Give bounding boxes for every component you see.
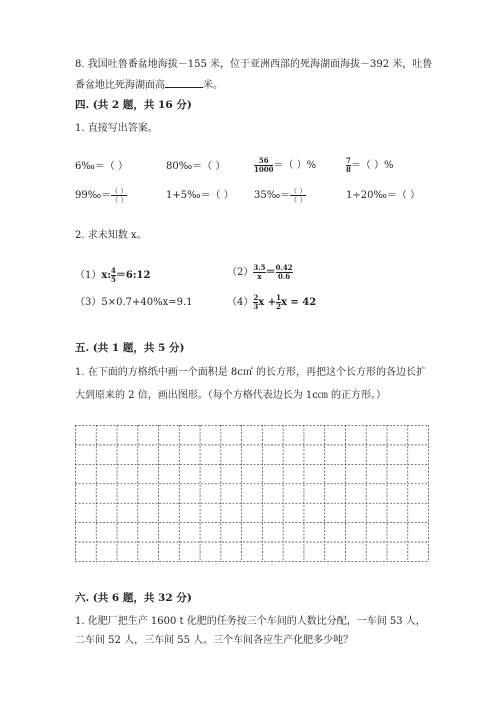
denominator: 3	[253, 302, 259, 311]
numerator: （ ）	[290, 187, 307, 195]
s5-line2: 大到原来的 2 倍，画出图形。（每个方格代表边长为 1c㎝ 的正方形。）	[75, 390, 387, 401]
numerator: 7	[346, 156, 351, 165]
numerator: 56	[258, 156, 269, 165]
q8-line2-unit: 米。	[203, 80, 223, 91]
s4-q1-item-4	[346, 157, 394, 174]
denominator: x	[257, 272, 262, 281]
denominator: （ ）	[290, 196, 307, 204]
s4-q2-title: 2. 求未知数 x。	[75, 230, 147, 241]
section-5-title: 五. (共 1 题，共 5 分)	[75, 342, 185, 354]
item-text: ＝（ ）%	[273, 160, 317, 171]
item-text: 99‰＝	[75, 190, 112, 201]
eq-text: x = 42	[280, 297, 317, 308]
equation-4	[227, 294, 316, 311]
numerator: 3.5	[253, 263, 266, 272]
s4-q1-item-7	[254, 187, 306, 204]
section-6-title: 六. (共 6 题，共 32 分)	[75, 592, 192, 604]
fraction	[290, 187, 306, 204]
eq-label: （2）	[227, 267, 254, 278]
s6-line1: 1. 化肥厂把生产 1600 t 化肥的任务按三个车间的人数比分配，一车间 53 人，	[75, 616, 426, 627]
eq-label: （4）	[227, 297, 254, 308]
section-4-title: 四. (共 2 题，共 16 分)	[75, 99, 192, 111]
denominator: 0.6	[278, 272, 291, 281]
equation-1	[75, 267, 150, 284]
s4-q1-item-6: 1+5‰＝（ ）	[166, 190, 234, 201]
s5-line1: 1. 在下面的方格纸中画一个面积是 8c㎡ 的长方形，再把这个长方形的各边长扩	[75, 367, 427, 378]
equation-2	[227, 264, 293, 281]
square-grid	[75, 425, 429, 562]
eq-text: x +	[258, 297, 277, 308]
eq-label: （1）	[75, 270, 102, 281]
numerator: 4	[111, 266, 116, 275]
s4-q1-item-3	[254, 157, 316, 174]
q8-line1: 8. 我国吐鲁番盆地海拔－155 米，位于亚洲西部的死海湖面海拔－392 米，吐鲁	[75, 59, 433, 70]
s4-q1-item-5	[75, 187, 127, 204]
fraction	[276, 264, 293, 281]
fraction	[254, 157, 273, 174]
denominator: 1000	[254, 165, 274, 174]
item-text: 35‰＝	[254, 190, 291, 201]
s6-line2: 二车间 52 人，三车间 55 人。三个车间各应生产化肥多少吨？	[75, 635, 354, 646]
eq-text: ＝	[265, 267, 276, 278]
s4-q1-item-1: 6‰＝（ ）	[75, 161, 128, 172]
eq-text: ＝6:12	[115, 270, 151, 281]
denominator: 5	[111, 275, 116, 284]
numerator: （ ）	[111, 187, 128, 195]
item-text: ＝（ ）%	[350, 160, 394, 171]
equation-3: （3）5×0.7+40%x=9.1	[75, 297, 193, 308]
s4-q1-item-2: 80‰＝（ ）	[166, 161, 226, 172]
fraction	[111, 187, 127, 204]
numerator: 0.42	[275, 263, 293, 272]
q8-line2	[75, 78, 223, 92]
q8-line2-text: 番盆地比死海湖面高	[75, 80, 165, 91]
eq-text: x:	[101, 270, 112, 281]
denominator: 8	[346, 165, 351, 174]
denominator: （ ）	[111, 196, 128, 204]
fraction	[253, 264, 265, 281]
answer-blank	[165, 78, 203, 88]
s4-q1-title: 1. 直接写出答案。	[75, 123, 158, 134]
s4-q1-item-8: 1÷20‰＝（ ）	[346, 190, 421, 201]
numerator: 1	[276, 293, 281, 302]
denominator: 2	[276, 302, 281, 311]
numerator: 2	[253, 293, 259, 302]
